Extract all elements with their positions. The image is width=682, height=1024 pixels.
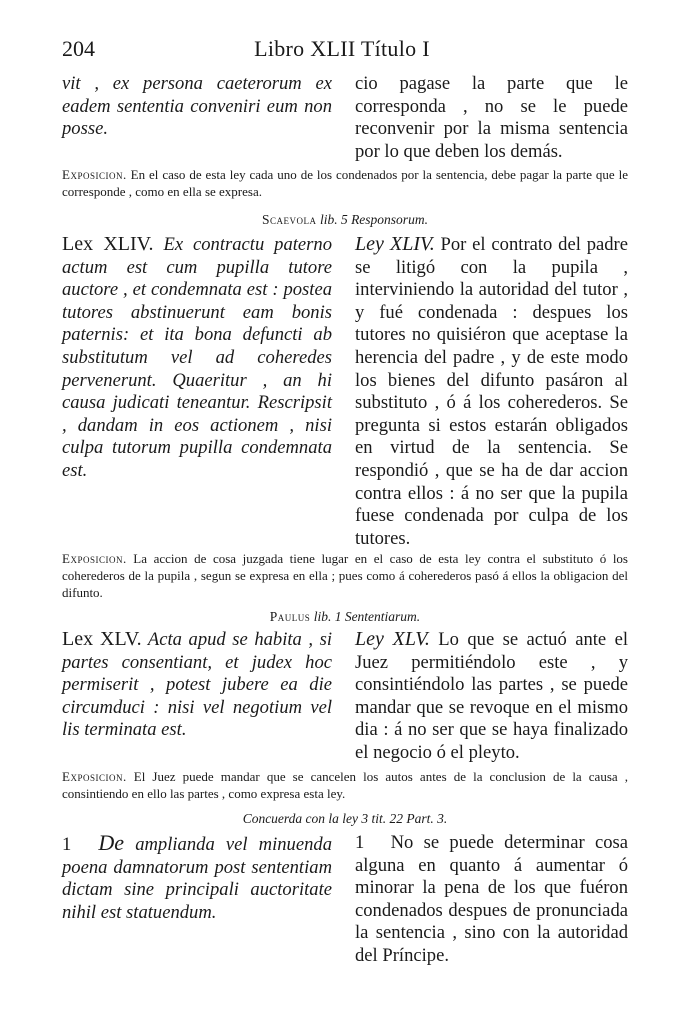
latin-text: Acta apud se habita , si partes consentiant, et judex hoc permiserit , potest jubere ea die circumduci : nisi vel negotium vel lis terminata est. [62, 629, 332, 741]
exposicion-text: El Juez puede mandar que se cancelen los autos antes de la conclusion de la causa , consintiendo en ello las partes , como expresa esta ley. [62, 769, 628, 801]
exposicion-text: La accion de cosa juzgada tiene lugar en el caso de esta ley contra el substituto ó los coherederos de la pupila , segun se expresa en ella ; pues como á coherederos pasó á ellos la obligacion del difunto. [62, 551, 628, 600]
source-citation-1 [62, 212, 628, 228]
source-author: Paulus [269, 609, 311, 624]
law-heading: Ley XLV. [355, 628, 430, 650]
exposicion-label: Exposicion. [62, 769, 127, 784]
source-work: lib. 1 Sententiarum. [313, 609, 421, 624]
source-author: Scaevola [262, 212, 317, 227]
page-header [62, 36, 622, 66]
rubric-lead-word: De [98, 830, 125, 855]
latin-column [62, 628, 332, 765]
spanish-column [355, 73, 628, 163]
source-citation-3: Concuerda con la ley 3 tit. 22 Part. 3. [242, 811, 448, 826]
exposicion-text: En el caso de esta ley cada uno de los condenados por la sentencia, debe pagar la parte que le corresponde , como en ella se expresa. [62, 167, 629, 199]
rubric-number: 1 [355, 832, 365, 853]
rubric-1 [62, 832, 628, 968]
exposicion-3 [62, 768, 628, 802]
latin-column [62, 233, 332, 550]
lex-45 [62, 628, 628, 765]
latin-column [62, 73, 332, 163]
page-number: 204 [62, 36, 95, 61]
spanish-text: Lo que se actuó ante el Juez permitiéndolo este , y consintiéndolo las partes , se puede mandar que se revoque en el mismo dia : á no ser que se haya finalizado el negocio ó el pleyto. [355, 629, 628, 763]
source-work: lib. 5 Responsorum. [319, 212, 428, 227]
spanish-text: Por el contrato del padre se litigó con la pupila , interviniendo la autoridad del tutor , y fué condenada : despues los tutores no quisiéron que aceptase la herencia del padre , y de este modo los bienes del difunto pasáron al substituto , ó á los coherederos. Se pregunta si estos estarán obligados en virtud de la sentencia. Se respondió , que se ha de dar accion contra ellos : á no ser que la pupila fuese condenada por culpa de los tutores. [355, 234, 628, 549]
law-heading: Lex XLIV. [62, 233, 154, 255]
exposicion-label: Exposicion. [62, 551, 127, 566]
spanish-column [355, 233, 628, 550]
law-heading: Ley XLIV. [355, 233, 435, 255]
running-title: Libro XLII Título I [254, 36, 430, 61]
latin-text: amplianda vel minuenda poena damnatorum post sententiam dictam sine principali auctoritate nihil est statuendum. [62, 834, 332, 923]
spanish-column [355, 832, 628, 968]
top-continuation [62, 73, 628, 163]
latin-column [62, 832, 332, 968]
exposicion-2 [62, 550, 628, 601]
rubric-number: 1 [62, 834, 72, 855]
latin-text: Ex contractu paterno actum est cum pupilla tutore auctore , et condemnata est : postea tutores abstinuerunt eam bonis paternis: et ita bona defuncti ab substitutum vel ad coheredes pervenerunt. Quaeritur , an hi causa judicati teneantur. Rescripsit , dandam in eos actionem , nisi culpa tutorum pupilla condemnata est. [62, 234, 333, 481]
latin-text: vit , ex persona caeterorum ex eadem sententia conveniri eum non posse. [62, 73, 332, 140]
spanish-text: cio pagase la parte que le corresponda , no se le puede reconvenir por la misma sentencia por lo que deben los demás. [355, 73, 628, 162]
spanish-text: No se puede determinar cosa alguna en quanto á aumentar ó minorar la pena de los que fuéron condenados despues de pronunciada la sentencia , sino con la autoridad del Príncipe. [355, 832, 628, 966]
lex-44 [62, 233, 628, 550]
exposicion-label: Exposicion. [62, 167, 127, 182]
exposicion-1 [62, 166, 628, 200]
spanish-column [355, 628, 628, 765]
law-heading: Lex XLV. [62, 628, 142, 650]
source-citation-2 [62, 609, 628, 625]
